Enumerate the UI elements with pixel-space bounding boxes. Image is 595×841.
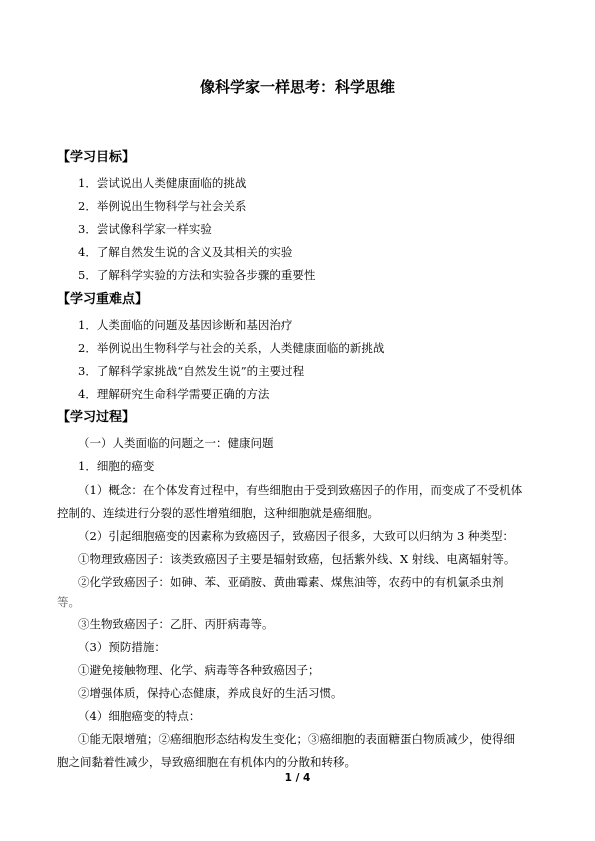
- process-line: （2）引起细胞癌变的因素称为致癌因子，致癌因子很多，大致可以归纳为 3 种类型：: [78, 529, 514, 543]
- objective-item: 2．举例说出生物科学与社会关系: [78, 199, 247, 213]
- process-line: （3）预防措施：: [78, 640, 166, 654]
- process-line: 胞之间黏着性减少，导致癌细胞在有机体内的分散和转移。: [57, 755, 356, 769]
- objective-item: 3．尝试像科学家一样实验: [78, 222, 212, 236]
- process-line: 控制的、连续进行分裂的恶性增殖细胞，这种细胞就是癌细胞。: [57, 506, 379, 520]
- process-line: （1）概念：在个体发育过程中，有些细胞由于受到致癌因子的作用，而变成了不受机体: [78, 483, 523, 497]
- process-line: ①能无限增殖；②癌细胞形态结构发生变化；③癌细胞的表面糖蛋白物质减少，使得细: [78, 732, 515, 746]
- page-title: 像科学家一样思考：科学思维: [199, 78, 395, 96]
- page-number: 1 / 4: [284, 772, 311, 784]
- key-point-item: 2．举例说出生物科学与社会的关系，人类健康面临的新挑战: [78, 341, 385, 355]
- objective-item: 1．尝试说出人类健康面临的挑战: [78, 176, 247, 190]
- section-heading-key-points: 【学习重难点】: [57, 292, 149, 307]
- process-line: 等。: [57, 595, 80, 609]
- objective-item: 4．了解自然发生说的含义及其相关的实验: [78, 245, 293, 259]
- process-line: 1．细胞的癌变: [78, 459, 155, 473]
- process-line: ①避免接触物理、化学、病毒等各种致癌因子；: [78, 663, 320, 677]
- key-point-item: 4．理解研究生命科学需要正确的方法: [78, 387, 270, 401]
- objective-item: 5．了解科学实验的方法和实验各步骤的重要性: [78, 268, 316, 282]
- section-heading-objectives: 【学习目标】: [57, 150, 136, 165]
- process-line: ②增强体质，保持心态健康，养成良好的生活习惯。: [78, 686, 343, 700]
- process-line: （一）人类面临的问题之一：健康问题: [78, 436, 274, 450]
- section-heading-process: 【学习过程】: [57, 410, 136, 425]
- key-point-item: 3．了解科学家挑战“自然发生说”的主要过程: [78, 364, 305, 378]
- key-point-item: 1．人类面临的问题及基因诊断和基因治疗: [78, 318, 293, 332]
- process-line: ②化学致癌因子：如砷、苯、亚硝胺、黄曲霉素、煤焦油等，农药中的有机氯杀虫剂: [78, 575, 504, 589]
- process-line: （4）细胞癌变的特点：: [78, 709, 201, 723]
- process-line: ③生物致癌因子：乙肝、丙肝病毒等。: [78, 617, 274, 631]
- process-line: ①物理致癌因子：该类致癌因子主要是辐射致癌，包括紫外线、X 射线、电离辐射等。: [78, 552, 516, 566]
